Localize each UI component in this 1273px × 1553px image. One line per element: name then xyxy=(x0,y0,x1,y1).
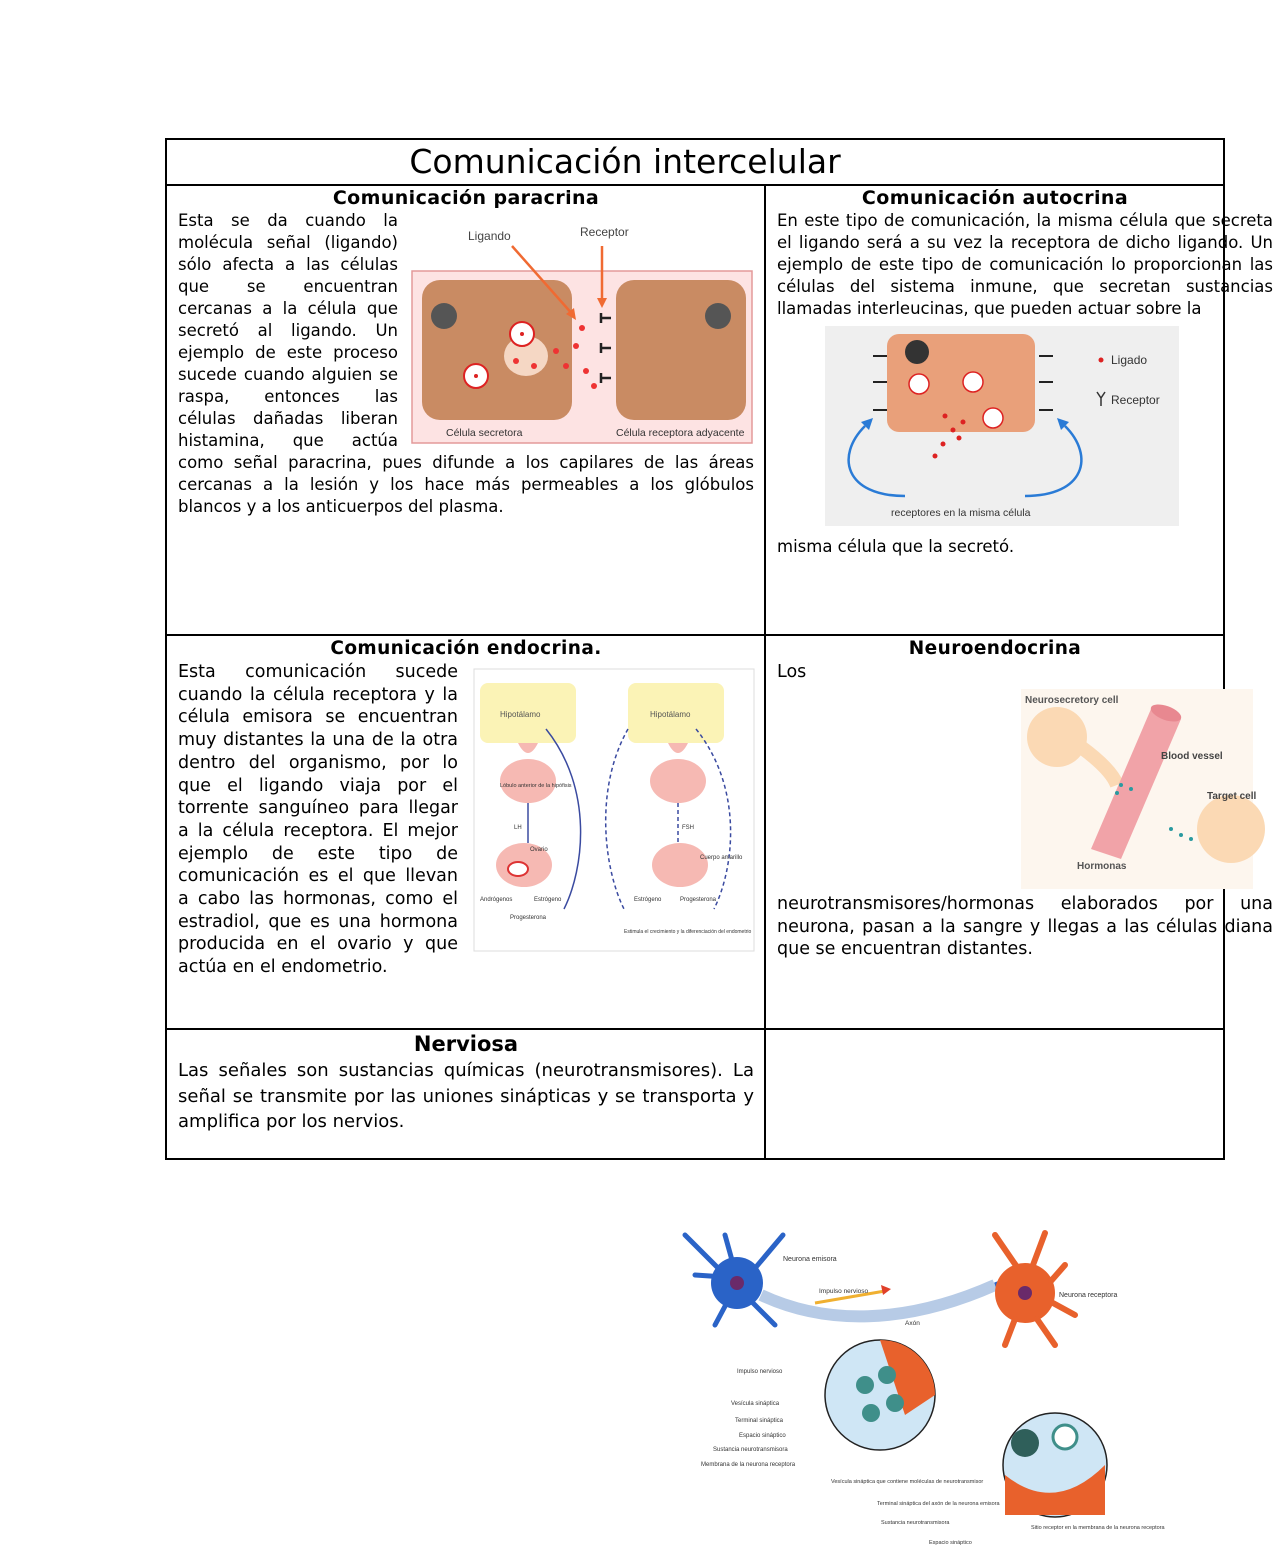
estrogen-label: Estrógeno xyxy=(534,897,562,903)
hypothalamus-label-2: Hipotálamo xyxy=(650,710,691,719)
communication-table xyxy=(165,138,1273,1160)
nervous-heading: Nerviosa xyxy=(413,1032,519,1056)
neurosecretory-label: Neurosecretory cell xyxy=(1025,695,1119,706)
paracrine-cell xyxy=(167,186,766,634)
synapse-diagram xyxy=(665,1215,1165,1553)
secreting-cell-label: Célula secretora xyxy=(446,427,523,439)
synapse-label-6: Membrana de la neurona receptora xyxy=(701,1462,796,1468)
nervous-text: Las señales son sustancias químicas (neurotransmisores). La señal se transmite por las uniones sinápticas y se transporta y amplifica por los nervios. xyxy=(178,1060,754,1132)
receiver-neuron-label: Neurona receptora xyxy=(1059,1292,1118,1299)
neuroendocrine-cell xyxy=(766,636,1273,1028)
autocrine-text-end: misma célula que la secretó. xyxy=(777,537,1015,556)
nervous-cell xyxy=(167,1030,766,1158)
legend-receptor: Receptor xyxy=(1111,393,1160,407)
autocrine-caption: receptores en la misma célula xyxy=(891,507,1031,519)
synapse-label-4: Espacio sináptico xyxy=(739,1433,786,1439)
paracrine-diagram xyxy=(406,216,756,446)
axon-label: Axón xyxy=(905,1320,920,1327)
receptor-label: Receptor xyxy=(580,225,629,239)
progesterone-label-2: Progesterona xyxy=(680,897,717,903)
synapse-label-8: Terminal sináptica del axón de la neurona emisora xyxy=(877,1501,1000,1507)
progesterone-label: Progesterona xyxy=(510,915,547,921)
blood-vessel-label: Blood vessel xyxy=(1161,751,1223,762)
table-row xyxy=(167,186,1273,636)
legend-ligand: Ligado xyxy=(1111,353,1148,367)
impulse-label: Impulso nervioso xyxy=(819,1288,869,1295)
synapse-label-5: Sustancia neurotransmisora xyxy=(713,1447,788,1453)
table-title-row xyxy=(167,140,1223,186)
synapse-label-1: Impulso nervioso xyxy=(737,1369,783,1375)
ovary-label: Ovario xyxy=(530,847,548,853)
synapse-label-10: Espacio sináptico xyxy=(929,1540,972,1546)
synapse-label-2: Vesícula sináptica xyxy=(731,1401,780,1407)
endometrium-label: Estimula el crecimiento y la diferenciación del endometrio xyxy=(624,929,752,935)
synapse-label-3: Terminal sináptica xyxy=(735,1418,784,1424)
endocrine-diagram xyxy=(474,669,754,951)
lh-label: LH xyxy=(514,825,522,831)
table-row xyxy=(167,1030,1223,1158)
adjacent-cell-label: Célula receptora adyacente xyxy=(616,427,745,439)
synapse-label-9: Sustancia neurotransmisora xyxy=(881,1520,950,1526)
pituitary-label: Lóbulo anterior de la hipófisis xyxy=(500,783,572,789)
synapse-label-7: Vesícula sináptica que contiene moléculas de neurotransmisor xyxy=(831,1479,984,1485)
corpus-luteum-label: Cuerpo amarillo xyxy=(700,855,743,861)
synapse-label-11: Sitio receptor en la membrana de la neurona receptora xyxy=(1031,1525,1165,1531)
neuroendocrine-diagram xyxy=(1021,689,1257,889)
fsh-label: FSH xyxy=(682,825,694,831)
empty-cell xyxy=(766,1030,1223,1158)
estrogen-label-2: Estrógeno xyxy=(634,897,662,903)
sender-neuron-label: Neurona emisora xyxy=(783,1256,837,1263)
autocrine-heading: Comunicación autocrina xyxy=(861,187,1129,209)
androgens-label: Andrógenos xyxy=(480,897,513,903)
paracrine-heading: Comunicación paracrina xyxy=(332,187,600,209)
page-title: Comunicación intercelular xyxy=(409,142,841,181)
endocrine-heading: Comunicación endocrina. xyxy=(330,638,602,659)
autocrine-diagram xyxy=(825,326,1179,526)
ligand-label: Ligando xyxy=(468,229,511,243)
hypothalamus-label: Hipotálamo xyxy=(500,710,541,719)
hormones-label: Hormonas xyxy=(1077,861,1127,872)
neuroendocrine-text: Los neurotransmisores/hormonas elaborados por una neurona, pasan a la sangre y llegas a las células diana que se encuentran distantes. xyxy=(777,662,1273,960)
neuroendocrine-heading: Neuroendocrina xyxy=(908,638,1082,659)
table-row xyxy=(167,636,1273,1030)
target-label: Target cell xyxy=(1207,791,1257,802)
autocrine-cell xyxy=(766,186,1273,634)
endocrine-text: Esta comunicación sucede cuando la célula receptora y la célula emisora se encuentran muy distantes la una de la otra dentro del organismo, por lo que el ligando viaja por el torrente sanguíneo para llegar a la célula receptora. El mejor ejemplo de este tipo de comunicación es el que llevan a cabo las hormonas, como el estradiol, que es una hormona producida en el ovario y que actúa en el endometrio. xyxy=(178,662,458,978)
autocrine-text: En este tipo de comunicación, la misma célula que secreta el ligando será a su vez la receptora de dicho ligando. Un ejemplo de este tipo de comunicación lo proporcionan las células del sistema inmune, que secretan sustancias llamadas interleucinas, que pueden actuar sobre la xyxy=(777,211,1273,318)
paracrine-text: Esta se da cuando la molécula señal (ligando) sólo afecta a las células que se encuentran cercanas a la célula que secretó al ligando. Un ejemplo de este proceso sucede cuando alguien se raspa, entonces las células dañadas liberan histamina, que actúa como señal paracrina, pues difunde a los capilares de las áreas cercanas a la lesión y los hace más permeables a los glóbulos blancos y a los anticuerpos del plasma. xyxy=(178,211,754,516)
endocrine-cell xyxy=(167,636,766,1028)
